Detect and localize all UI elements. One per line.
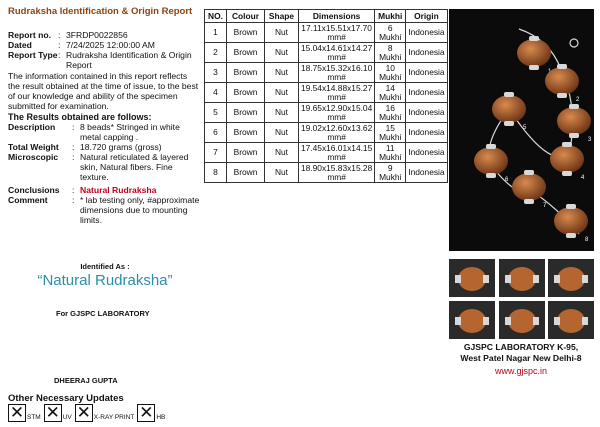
bead-number-label: 4 xyxy=(581,175,585,181)
uv-label: UV xyxy=(62,414,72,421)
bead-row xyxy=(205,123,448,143)
bead-row xyxy=(205,63,448,83)
dated-value: 7/24/2025 12:00:00 AM xyxy=(66,40,155,50)
report-details xyxy=(8,30,200,225)
header-mukhi: Mukhi xyxy=(375,10,406,23)
cell-shape: Nut xyxy=(265,83,299,103)
cell-mukhi: 8 Mukhi xyxy=(375,43,406,63)
cell-origin: Indonesia xyxy=(406,143,447,163)
other-updates-heading: Other Necessary Updates xyxy=(8,393,124,404)
stm-check-icon: ✕ xyxy=(9,403,25,422)
bead-thumbnail xyxy=(548,301,594,339)
conclusions-value: Natural Rudraksha xyxy=(80,185,157,195)
cell-no: 6 xyxy=(205,123,227,143)
bead-table xyxy=(204,9,448,183)
cell-mukhi: 9 Mukhi xyxy=(375,163,406,183)
report-no-row: Report no. : 3FRDP0022856 xyxy=(8,30,200,40)
comment-row: Comment : * lab testing only, #approximate dimensions due to mounting limits. xyxy=(8,195,200,225)
conclusions-row: Conclusions : Natural Rudraksha xyxy=(8,185,200,195)
bead-row xyxy=(205,143,448,163)
cell-dimensions: 18.75x15.32x16.10 mm# xyxy=(299,63,375,83)
report-type-value: Rudraksha Identification & Origin Report xyxy=(66,50,192,70)
xray-label: X-RAY PRINT xyxy=(93,414,135,421)
results-heading: The Results obtained are follows: xyxy=(8,112,152,122)
cell-shape: Nut xyxy=(265,103,299,123)
bead-table-header xyxy=(205,10,448,23)
cell-colour: Brown xyxy=(227,63,265,83)
dated-row: Dated : 7/24/2025 12:00:00 AM xyxy=(8,40,200,50)
bead-row xyxy=(205,103,448,123)
cell-mukhi: 11 Mukhi xyxy=(375,143,406,163)
bead-number-label: 7 xyxy=(543,203,547,209)
signer-name: DHEERAJ GUPTA xyxy=(54,376,118,385)
bead-row xyxy=(205,23,448,43)
cell-origin: Indonesia xyxy=(406,83,447,103)
bead-number-label: 2 xyxy=(576,97,580,103)
bead-photo xyxy=(449,9,594,251)
cell-mukhi: 10 Mukhi xyxy=(375,63,406,83)
cell-shape: Nut xyxy=(265,123,299,143)
cell-dimensions: 19.65x12.90x15.04 mm# xyxy=(299,103,375,123)
cell-dimensions: 18.90x15.83x15.28 mm# xyxy=(299,163,375,183)
cell-no: 8 xyxy=(205,163,227,183)
header-dimensions: Dimensions xyxy=(299,10,375,23)
description-label: Description xyxy=(8,122,56,132)
cell-origin: Indonesia xyxy=(406,23,447,43)
lab-url: www.gjspc.in xyxy=(494,366,548,376)
bead-row xyxy=(205,43,448,63)
cell-dimensions: 19.54x14.88x15.27 mm# xyxy=(299,83,375,103)
description-row: Description : 8 beads* Stringed in white metal capping . xyxy=(8,122,200,142)
lab-address xyxy=(446,342,596,364)
cell-no: 1 xyxy=(205,23,227,43)
bead-thumbnail xyxy=(449,301,495,339)
cell-colour: Brown xyxy=(227,143,265,163)
cell-shape: Nut xyxy=(265,23,299,43)
bead-thumbnail xyxy=(548,259,594,297)
cell-colour: Brown xyxy=(227,23,265,43)
header-colour: Colour xyxy=(227,10,265,23)
stm-label: STM xyxy=(27,414,41,421)
hb-label: HB xyxy=(156,414,166,421)
cell-shape: Nut xyxy=(265,163,299,183)
lab-name-line2: West Patel Nagar New Delhi-8 xyxy=(460,353,582,363)
total-weight-label: Total Weight xyxy=(8,142,59,152)
cell-origin: Indonesia xyxy=(406,103,447,123)
report-type-label: Report Type xyxy=(8,50,58,60)
bead-thumbnail xyxy=(499,259,545,297)
cell-no: 7 xyxy=(205,143,227,163)
header-origin: Origin xyxy=(406,10,447,23)
info-text: The information contained in this report reflects the result obtained at the time of issue, to the best of our knowledge and ability of the specimen submitted for examination. xyxy=(8,71,199,111)
bead-thumbnails xyxy=(449,259,594,339)
cell-no: 3 xyxy=(205,63,227,83)
comment-label: Comment xyxy=(8,195,48,205)
cell-colour: Brown xyxy=(227,163,265,183)
bead-thumbnail xyxy=(499,301,545,339)
bead-number-label: 3 xyxy=(588,137,592,143)
hb-check-icon: ✕ xyxy=(139,403,154,422)
comment-value: * lab testing only, #approximate dimensions due to mounting limits. xyxy=(80,195,200,225)
report-type-row: Report Type : Rudraksha Identification & Origin Report xyxy=(8,50,200,70)
report-no-label: Report no. xyxy=(8,30,51,40)
header-no: NO. xyxy=(205,10,227,23)
cell-origin: Indonesia xyxy=(406,163,447,183)
identified-label: Identified As : xyxy=(80,262,130,271)
cell-shape: Nut xyxy=(265,143,299,163)
bead-number-label: 8 xyxy=(585,237,589,243)
cell-shape: Nut xyxy=(265,43,299,63)
other-updates-checks xyxy=(8,404,168,422)
cell-colour: Brown xyxy=(227,43,265,63)
cell-dimensions: 17.45x16.01x14.15 mm# xyxy=(299,143,375,163)
lab-name-line1: GJSPC LABORATORY K-95, xyxy=(463,342,579,352)
cell-mukhi: 14 Mukhi xyxy=(375,83,406,103)
bead-row xyxy=(205,163,448,183)
bead-thumbnail xyxy=(449,259,495,297)
cell-origin: Indonesia xyxy=(406,63,447,83)
cell-origin: Indonesia xyxy=(406,123,447,143)
microscopic-value: Natural reticulated & layered skin, Natural fibers. Fine texture. xyxy=(80,152,189,182)
cell-dimensions: 17.11x15.51x17.70 mm# xyxy=(299,23,375,43)
description-value: 8 beads* Stringed in white metal capping . xyxy=(80,122,180,142)
report-title: Rudraksha Identification & Origin Report xyxy=(8,6,193,17)
bead-number-label: 6 xyxy=(505,177,509,183)
bead-string-image xyxy=(449,9,594,251)
cell-colour: Brown xyxy=(227,83,265,103)
uv-check-icon: ✕ xyxy=(45,403,60,422)
cell-origin: Indonesia xyxy=(406,43,447,63)
cell-no: 5 xyxy=(205,103,227,123)
bead-row xyxy=(205,83,448,103)
identified-section xyxy=(10,262,200,289)
cell-no: 4 xyxy=(205,83,227,103)
lab-for: For GJSPC LABORATORY xyxy=(56,309,150,318)
total-weight-row: Total Weight : 18.720 grams (gross) xyxy=(8,142,200,152)
cell-no: 2 xyxy=(205,43,227,63)
cell-mukhi: 15 Mukhi xyxy=(375,123,406,143)
cell-mukhi: 6 Mukhi xyxy=(375,23,406,43)
microscopic-row: Microscopic : Natural reticulated & layered skin, Natural fibers. Fine texture. xyxy=(8,152,200,182)
cell-colour: Brown xyxy=(227,103,265,123)
header-shape: Shape xyxy=(265,10,299,23)
conclusions-label: Conclusions xyxy=(8,185,60,195)
cell-colour: Brown xyxy=(227,123,265,143)
total-weight-value: 18.720 grams (gross) xyxy=(80,142,162,152)
report-no-value: 3FRDP0022856 xyxy=(66,30,128,40)
microscopic-label: Microscopic xyxy=(8,152,59,162)
cell-dimensions: 15.04x14.61x14.27 mm# xyxy=(299,43,375,63)
identified-value: “Natural Rudraksha” xyxy=(37,272,173,289)
cell-mukhi: 16 Mukhi xyxy=(375,103,406,123)
cell-dimensions: 19.02x12.60x13.62 mm# xyxy=(299,123,375,143)
xray-check-icon: ✕ xyxy=(76,403,91,422)
cell-shape: Nut xyxy=(265,63,299,83)
dated-label: Dated xyxy=(8,40,32,50)
bead-number-label: 5 xyxy=(523,125,527,131)
